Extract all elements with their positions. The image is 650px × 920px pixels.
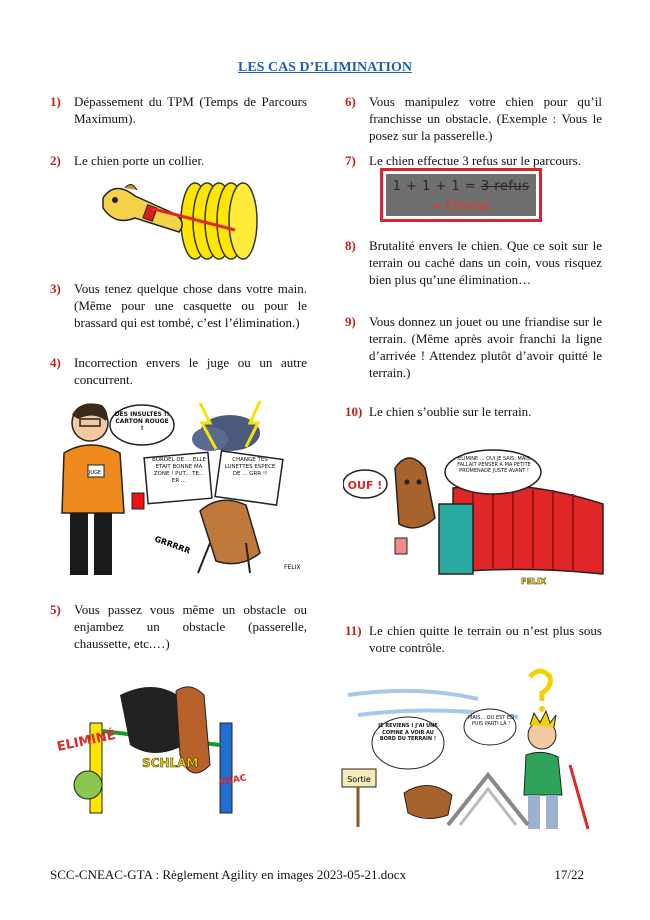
insult-bubble-text: DES INSULTES !! CARTON ROUGE !	[114, 411, 170, 432]
insult-cartoon	[50, 393, 310, 583]
page-title-text: LES CAS D’ELIMINATION	[238, 60, 412, 75]
rule-number: 5)	[50, 602, 61, 617]
rule-number: 11)	[345, 623, 362, 638]
rule-text: Brutalité envers le chien. Que ce soit sur le terrain ou caché dans un coin, vous risquez bien plus qu’une élimination…	[369, 238, 602, 287]
crac-text: CRAC	[218, 773, 248, 788]
a-frame-obstacle	[448, 775, 528, 825]
rule-item-2	[50, 152, 307, 169]
tunnel-dog	[395, 458, 435, 554]
rule-number: 8)	[345, 238, 356, 253]
protest-sign-2-text: CHANGE TES LUNETTES ESPECE DE ... GRR !!	[224, 457, 276, 477]
rule-number: 1)	[50, 94, 61, 109]
collar-dog-illustration	[95, 178, 265, 263]
rule-item-5	[50, 601, 307, 652]
equation-line-1	[386, 179, 536, 194]
tunnel-bubble-text: ELIMINÉ ... OUI JE SAIS, MAIS FALLAIT PENSER A MA PETITE PROMENADE JUSTE AVANT !	[457, 456, 531, 474]
leaving-field-cartoon	[338, 665, 606, 833]
rule-number: 6)	[345, 94, 356, 109]
rule-text: Incorrection envers le juge ou un autre concurrent.	[74, 355, 307, 387]
schlam-text: SCHLAM	[142, 756, 199, 770]
judge-badge: JUGE	[88, 470, 102, 476]
rule-text: Dépassement du TPM (Temps de Parcours Maximum).	[74, 94, 307, 126]
rule-text: Vous donnez un jouet ou une friandise sur le terrain. (Même après avoir franchi la ligne d’arrivée ! Attendez plutôt d’avoir quitté le terrain.)	[369, 314, 602, 380]
rule-number: 10)	[345, 404, 363, 419]
ouf-text: OUF !	[347, 479, 383, 492]
rule-text: Vous tenez quelque chose dans votre main. (Même pour une casquette ou pour le brassard qui est tombé, c’est l’élimination.)	[74, 281, 307, 330]
equation-background	[386, 174, 536, 216]
equation-line-2: = Eliminé	[431, 199, 491, 213]
rule-number: 2)	[50, 153, 61, 168]
rule-item-6	[345, 93, 602, 144]
rule-item-8	[345, 237, 602, 288]
footer-document-name: SCC-CNEAC-GTA : Règlement Agility en images 2023-05-21.docx	[50, 867, 407, 882]
rule-number: 9)	[345, 314, 356, 329]
tunnel-dog-cartoon	[343, 448, 608, 590]
rule-number: 7)	[345, 153, 356, 168]
tire-obstacle	[181, 183, 257, 259]
rule-item-7	[345, 152, 602, 169]
running-dog	[404, 785, 452, 818]
growl-text: GRRRRR	[153, 534, 192, 556]
dog-bubble-text: JE REVIENS ! J'AI UNE COPINE A VOIR AU BORD DU TERRAIN !	[378, 723, 438, 742]
handler-bubble-text: MAIS... OU EST ED PUIS PARTI LÀ !	[468, 715, 514, 727]
rule-text: Le chien quitte le terrain ou n’est plus sous votre contrôle.	[369, 623, 602, 655]
rule-text: Le chien effectue 3 refus sur le parcours.	[369, 153, 581, 168]
rule-text: Le chien s’oublie sur le terrain.	[369, 404, 532, 419]
footer-page-number: 17/22	[554, 867, 584, 882]
rule-item-10	[345, 403, 602, 420]
rule-number: 4)	[50, 355, 61, 370]
dog-figure	[103, 184, 182, 232]
rule-item-1	[50, 93, 307, 127]
question-mark-icon	[530, 671, 550, 712]
sortie-text: Sortie	[347, 775, 371, 784]
rule-item-3	[50, 280, 307, 331]
refusal-equation-box	[380, 168, 542, 222]
red-tunnel	[439, 484, 603, 574]
rule-text: Le chien porte un collier.	[74, 153, 205, 168]
protest-sign-1-text: BORDEL DE ... ELLE ETAIT BONNE MA ZONE ! PUT... TE... ER ...	[152, 457, 206, 484]
equation-prefix: 1 + 1 + 1 =	[392, 179, 481, 194]
page-title	[0, 60, 650, 76]
handler-figure	[524, 711, 588, 829]
rule-number: 3)	[50, 281, 61, 296]
rule-item-9	[345, 313, 602, 381]
rule-text: Vous passez vous même un obstacle ou enjambez un obstacle (passerelle, chaussette, etc.…)	[74, 602, 307, 651]
rule-item-11	[345, 622, 602, 656]
elimine-text: ELIMINÉ	[55, 727, 118, 755]
artist-signature: FELIX	[521, 577, 547, 586]
rule-item-4	[50, 354, 307, 388]
equation-struck: 3 refus	[480, 179, 530, 194]
artist-signature: FELIX	[284, 564, 301, 571]
obstacle-crash-cartoon	[50, 675, 268, 820]
rule-text: Vous manipulez votre chien pour qu’il franchisse un obstacle. (Exemple : Vous le posez sur la passerelle.)	[369, 94, 602, 143]
